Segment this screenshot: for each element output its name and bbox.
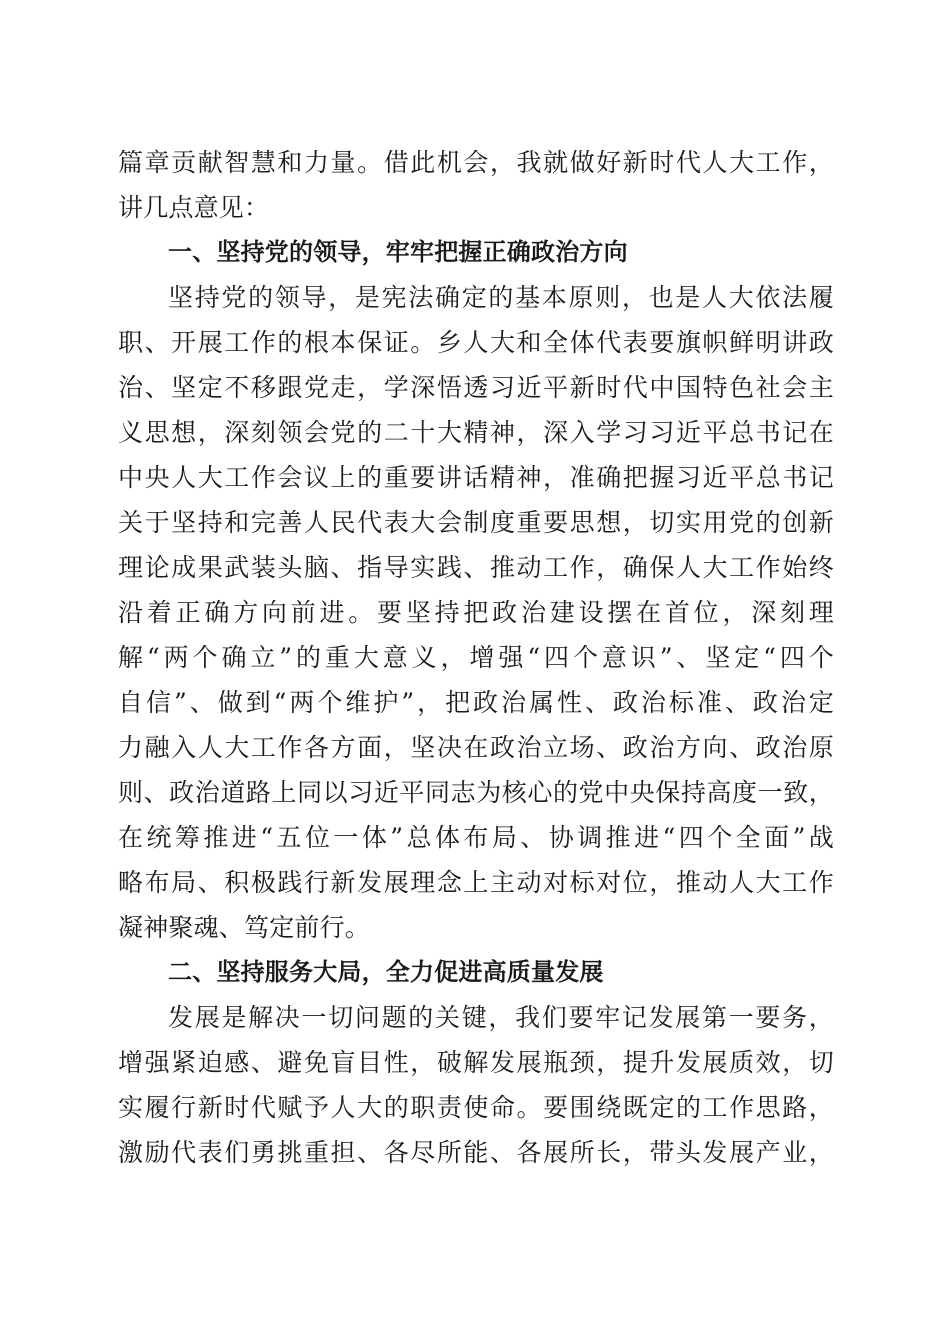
paragraph-line: 自信”、做到“两个维护”，把政治属性、政治标准、政治定 [118,688,834,717]
paragraph-line: 坚持党的领导，是宪法确定的基本原则，也是人大依法履 [168,283,834,312]
paragraph-line: 沿着正确方向前进。要坚持把政治建设摆在首位，深刻理 [118,598,834,627]
paragraph-line: 实履行新时代赋予人大的职责使命。要围绕既定的工作思路， [118,1093,834,1122]
paragraph-line: 理论成果武装头脑、指导实践、推动工作，确保人大工作始终 [118,553,834,582]
paragraph-line: 发展是解决一切问题的关键，我们要牢记发展第一要务， [168,1003,834,1032]
paragraph-line: 激励代表们勇挑重担、各尽所能、各展所长，带头发展产业， [118,1138,834,1167]
paragraph-line: 力融入人大工作各方面，坚决在政治立场、政治方向、政治原 [118,733,834,762]
section-heading-2: 二、坚持服务大局，全力促进高质量发展 [168,958,604,986]
paragraph-line: 义思想，深刻领会党的二十大精神，深入学习习近平总书记在 [118,418,834,447]
document-body [118,140,834,1175]
paragraph-line: 关于坚持和完善人民代表大会制度重要思想，切实用党的创新 [118,508,834,537]
paragraph-line: 篇章贡献智慧和力量。借此机会，我就做好新时代人大工作， [118,148,834,177]
paragraph-line: 解“两个确立”的重大意义，增强“四个意识”、坚定“四个 [118,643,834,672]
paragraph-line: 凝神聚魂、笃定前行。 [118,913,371,942]
paragraph-line: 略布局、积极践行新发展理念上主动对标对位，推动人大工作 [118,868,834,897]
paragraph-line: 在统筹推进“五位一体”总体布局、协调推进“四个全面”战 [118,823,834,852]
paragraph-line: 职、开展工作的根本保证。乡人大和全体代表要旗帜鲜明讲政 [118,328,834,357]
paragraph-line: 增强紧迫感、避免盲目性，破解发展瓶颈，提升发展质效，切 [118,1048,834,1077]
section-heading-1: 一、坚持党的领导，牢牢把握正确政治方向 [168,238,628,266]
paragraph-line: 则、政治道路上同以习近平同志为核心的党中央保持高度一致， [118,778,834,807]
paragraph-line: 治、坚定不移跟党走，学深悟透习近平新时代中国特色社会主 [118,373,834,402]
paragraph-line: 中央人大工作会议上的重要讲话精神，准确把握习近平总书记 [118,463,834,492]
paragraph-line: 讲几点意见： [118,193,270,222]
